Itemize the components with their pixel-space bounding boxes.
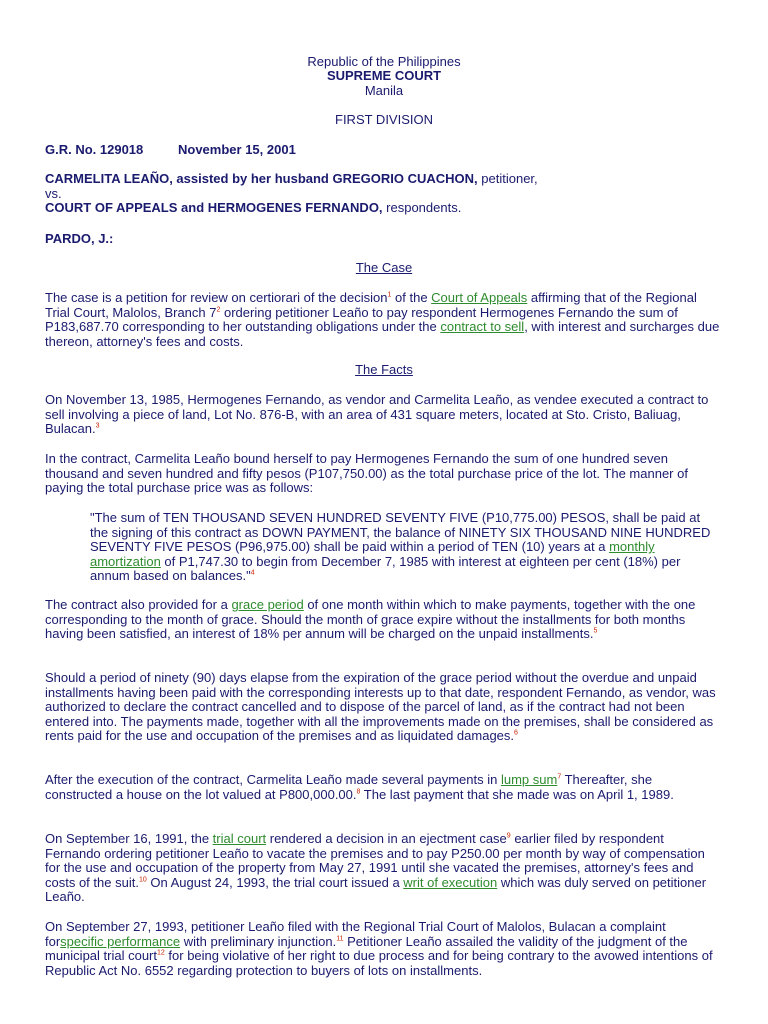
- link-monthly-amortization[interactable]: monthly amortization: [90, 539, 655, 569]
- p5-text: Should a period of ninety (90) days elapse from the expiration of the grace period without the overdue and unpaid installments having been paid with the corresponding interests up to that date, respondent Fernando, as vendor, was authorized to declare the contract cancelled and to dispose of the parcel of land, as if the contract had not been entered into. The payments made, together with all the improvements made on the premises, shall be considered as rents paid for the use and occupation of the premises and as liquidated damages.: [45, 670, 716, 744]
- footnote-ref[interactable]: 12: [157, 949, 165, 957]
- footnote-ref[interactable]: 3: [95, 422, 100, 430]
- p6-text-c: The last payment that she made was on April 1, 1989.: [360, 786, 674, 802]
- paragraph-4: [45, 598, 721, 642]
- p7-text-b: rendered a decision in an ejectment case: [266, 831, 507, 846]
- link-grace-period[interactable]: grace period: [231, 597, 304, 612]
- p7-text-c: earlier filed by respondent Fernando ordering petitioner Leaño to vacate the premises and to pay P250.00 per month by way of compensation for the use and occupation of the property from May 27, 1991 until she vacated the premises, attorney's fees and costs of the suit.: [45, 831, 705, 890]
- p1-text-a: The case is a petition for review on certiorari of the decision: [45, 290, 388, 305]
- p7-text-e: which was duly served on petitioner Leaño.: [45, 874, 707, 905]
- division-title: FIRST DIVISION: [335, 112, 433, 127]
- paragraph-8: [45, 920, 721, 978]
- paragraph-3: In the contract, Carmelita Leaño bound herself to pay Hermogenes Fernando the sum of one hundred seven thousand and seven hundred and fifty pesos (P107,750.00) as the total purchase price of the lot. The manner of paying the total purchase price was as follows:: [45, 451, 688, 496]
- respondent-role: respondents.: [382, 200, 462, 216]
- footnote-ref[interactable]: 8: [356, 788, 361, 796]
- footnote-ref[interactable]: 10: [138, 876, 147, 884]
- footnote-ref[interactable]: 11: [336, 935, 344, 943]
- section-heading-the-case: The Case: [355, 260, 413, 275]
- p8-text-a: On September 27, 1993, petitioner Leaño filed with the Regional Trial Court of Malolos, Bulacan a complaint for: [45, 919, 666, 949]
- footnote-ref[interactable]: 7: [557, 773, 562, 781]
- footnote-ref[interactable]: 5: [593, 627, 598, 635]
- p2-text: On November 13, 1985, Hermogenes Fernando, as vendor and Carmelita Leaño, as vendee executed a contract to sell involving a piece of land, Lot No. 876-B, with an area of 431 square meters, located at Sto. Cristo, Baliuag, Bulacan.: [45, 392, 709, 437]
- ponente: PARDO, J.:: [45, 231, 114, 246]
- footnote-ref[interactable]: 9: [506, 832, 511, 840]
- quoted-contract-terms: [90, 511, 720, 584]
- p8-text-d: for being violative of her right to due process and for being contrary to the avowed intentions of Republic Act No. 6552 regarding protection to buyers of lots on installments.: [45, 948, 713, 978]
- p1-text-c: affirming that of the Regional Trial Court, Malolos, Branch 7: [45, 290, 697, 320]
- paragraph-5: [45, 671, 721, 744]
- section-heading-the-facts: The Facts: [355, 362, 413, 377]
- header-republic: Republic of the Philippines: [307, 54, 461, 69]
- p7-text-d: On August 24, 1993, the trial court issued a: [146, 874, 404, 890]
- p6-text-b: Thereafter, she constructed a house on the lot valued at P800,000.00.: [45, 772, 653, 802]
- link-writ-of-execution[interactable]: writ of execution: [403, 874, 498, 890]
- link-lump-sum[interactable]: lump sum: [500, 772, 558, 787]
- paragraph-2: [45, 393, 721, 437]
- quote-text-a: "The sum of TEN THOUSAND SEVEN HUNDRED SEVENTY FIVE (P10,775.00) PESOS, shall be paid at the signing of this contract as DOWN PAYMENT, the balance of NINETY SIX THOUSAND NINE HUNDRED SEVENTY FIVE PESOS (P96,975.00) shall be paid within a period of TEN (10) years at a: [90, 510, 711, 555]
- footnote-ref[interactable]: 4: [250, 570, 255, 578]
- p4-text-b: of one month within which to make payments, together with the one corresponding to the month of grace. Should the month of grace expire without the installments for both months having been satisfied, an interest of 18% per annum will be charged on the unpaid installments.: [45, 597, 696, 642]
- p4-text-a: The contract also provided for a: [45, 597, 232, 612]
- respondent-name: COURT OF APPEALS and HERMOGENES FERNANDO,: [45, 200, 383, 216]
- case-number-line: [45, 143, 721, 158]
- p8-text-c: Petitioner Leaño assailed the validity of the judgment of the municipal trial court: [45, 933, 688, 964]
- header-court: SUPREME COURT: [326, 68, 442, 83]
- link-contract-to-sell[interactable]: contract to sell: [440, 319, 525, 335]
- p1-text-e: , with interest and surcharges due thereon, attorney's fees and costs.: [45, 319, 720, 349]
- quote-text-b: of P1,747.30 to begin from December 7, 1985 with interest at eighteen per cent (18%) per annum based on balances.": [90, 553, 681, 584]
- p7-text-a: On September 16, 1991, the: [45, 831, 213, 846]
- header-city: Manila: [364, 83, 404, 98]
- paragraph-7: [45, 832, 721, 905]
- decision-date: November 15, 2001: [178, 142, 296, 157]
- paragraph-6: [45, 773, 721, 802]
- paragraph-1: [45, 291, 721, 349]
- p1-text-d: ordering petitioner Leaño to pay respondent Hermogenes Fernando the sum of P183,687.70 corresponding to her outstanding obligations under the: [45, 304, 678, 335]
- link-court-of-appeals[interactable]: Court of Appeals: [431, 290, 528, 305]
- link-specific-performance[interactable]: specific performance: [60, 933, 181, 949]
- footnote-ref[interactable]: 6: [514, 730, 518, 738]
- p6-text-a: After the execution of the contract, Carmelita Leaño made several payments in: [45, 772, 501, 787]
- footnote-ref[interactable]: 1: [387, 291, 392, 299]
- p8-text-b: with preliminary injunction.: [180, 933, 337, 949]
- versus: vs.: [45, 185, 62, 201]
- gr-number: G.R. No. 129018: [45, 142, 144, 157]
- petitioner-name: CARMELITA LEAÑO, assisted by her husband GREGORIO CUACHON,: [45, 171, 478, 186]
- petitioner-role: petitioner,: [477, 171, 538, 186]
- footnote-ref[interactable]: 2: [216, 306, 221, 314]
- link-trial-court[interactable]: trial court: [212, 831, 267, 846]
- p1-text-b: of the: [391, 290, 432, 305]
- parties-block: [45, 172, 721, 216]
